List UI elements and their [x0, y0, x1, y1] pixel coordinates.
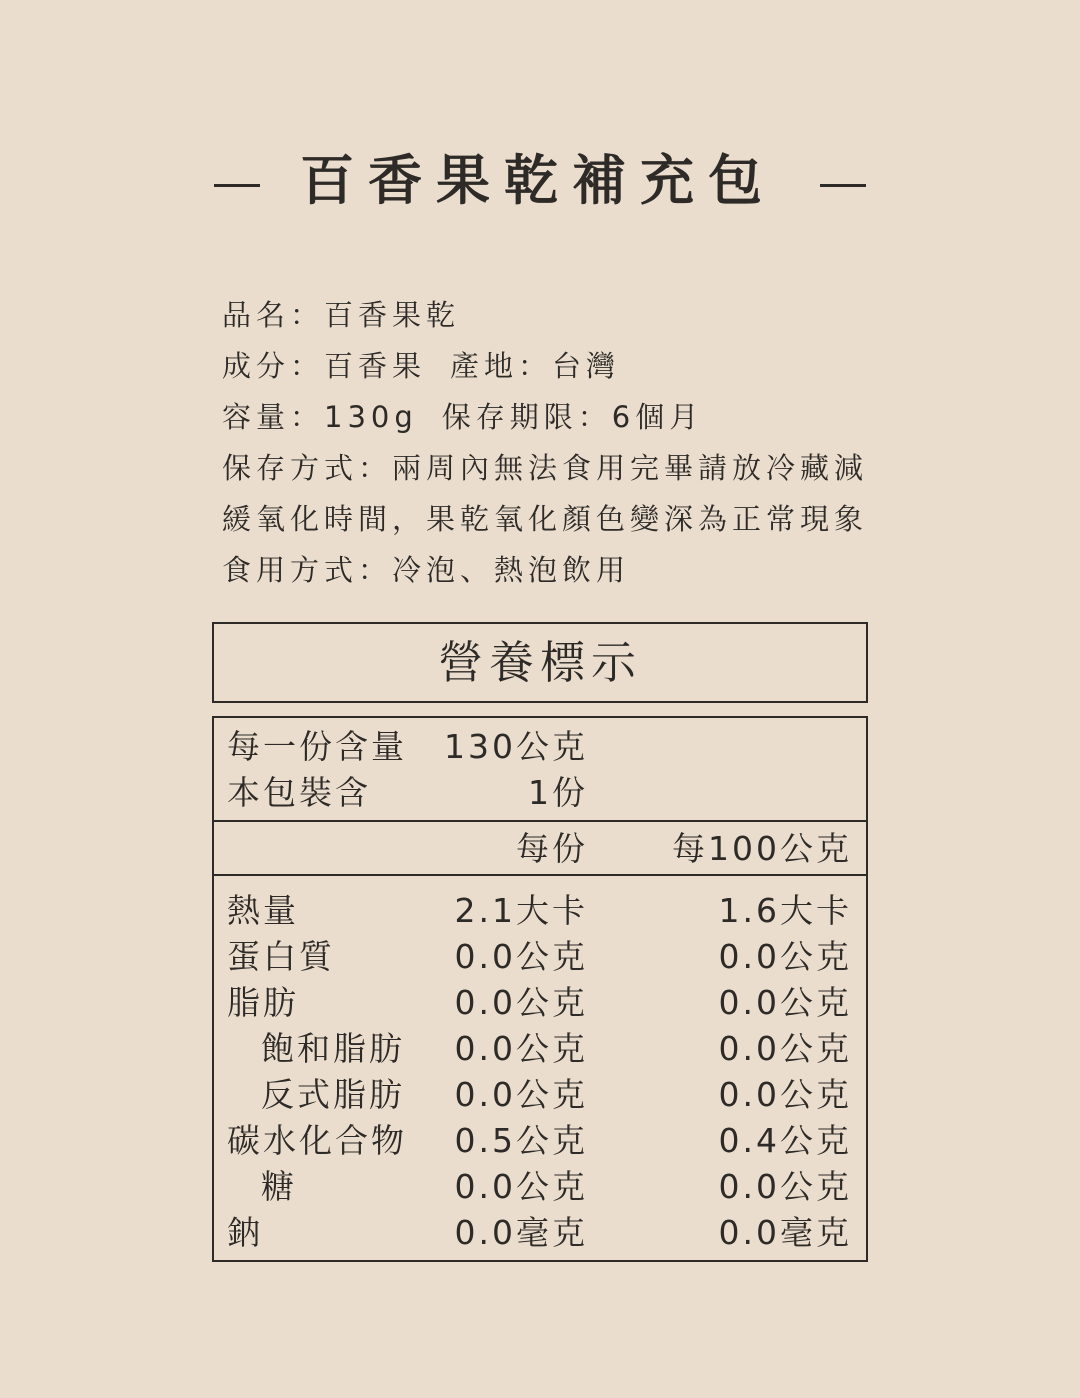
- nutrient-per-serving: 0.5公克: [454, 1121, 588, 1160]
- table-row: [214, 1118, 866, 1164]
- nutrient-per-100: 0.0毫克: [718, 1213, 852, 1252]
- nutrient-per-100: 0.0公克: [718, 983, 852, 1022]
- col-per-100: 每100公克: [672, 829, 852, 868]
- nutrient-name: 反式脂肪: [261, 1075, 405, 1114]
- serving-section: [214, 718, 866, 822]
- nutrient-name: 熱量: [227, 891, 299, 930]
- nutrient-per-serving: 0.0公克: [454, 1167, 588, 1206]
- nutrient-name: 糖: [261, 1167, 297, 1206]
- table-row: [214, 1072, 866, 1118]
- col-per-serving: 每份: [516, 829, 588, 868]
- nutrition-table: [212, 716, 868, 1262]
- serving-value: 130公克: [444, 727, 588, 766]
- table-row: [214, 934, 866, 980]
- nutrition-title: 營養標示: [212, 622, 868, 703]
- info-usage: 食用方式：冷泡、熱泡飲用: [222, 553, 631, 587]
- pack-label: 本包裝含: [227, 773, 371, 812]
- nutrient-per-100: 0.0公克: [718, 1029, 852, 1068]
- title-dash-left: [214, 184, 260, 187]
- nutrient-per-serving: 0.0公克: [454, 983, 588, 1022]
- title-row: [0, 148, 1080, 212]
- nutrient-per-100: 0.0公克: [718, 1167, 852, 1206]
- nutrient-per-100: 0.0公克: [718, 937, 852, 976]
- table-row: [214, 1026, 866, 1072]
- column-header: [214, 822, 866, 876]
- pack-value: 1份: [528, 773, 588, 812]
- nutrient-name: 蛋白質: [227, 937, 335, 976]
- info-storage: 保存方式：兩周內無法食用完畢請放冷藏減: [222, 451, 869, 485]
- table-row: [214, 1164, 866, 1210]
- nutrient-name: 碳水化合物: [227, 1121, 407, 1160]
- info-ingredients-origin: [222, 341, 872, 392]
- table-row: [214, 1210, 866, 1256]
- table-row: [214, 888, 866, 934]
- nutrient-name: 鈉: [227, 1213, 263, 1252]
- product-info: [222, 290, 872, 596]
- nutrient-rows: [214, 876, 866, 1256]
- info-ingredients: 成分：百香果: [222, 349, 427, 383]
- info-product-name: 品名：百香果乾: [222, 298, 461, 332]
- nutrient-per-100: 1.6大卡: [718, 891, 852, 930]
- nutrient-name: 脂肪: [227, 983, 299, 1022]
- nutrient-name: 飽和脂肪: [261, 1029, 405, 1068]
- table-row: [214, 980, 866, 1026]
- info-capacity-shelf: [222, 392, 872, 443]
- page-title: 百香果乾補充包: [300, 148, 776, 212]
- info-storage-cont: 緩氧化時間，果乾氧化顏色變深為正常現象: [222, 502, 869, 536]
- nutrient-per-serving: 0.0公克: [454, 1075, 588, 1114]
- nutrient-per-serving: 0.0毫克: [454, 1213, 588, 1252]
- nutrient-per-serving: 0.0公克: [454, 1029, 588, 1068]
- nutrient-per-serving: 2.1大卡: [454, 891, 588, 930]
- title-dash-right: [820, 184, 866, 187]
- serving-label: 每一份含量: [227, 727, 407, 766]
- nutrient-per-100: 0.4公克: [718, 1121, 852, 1160]
- info-capacity: 容量：130g: [222, 400, 418, 434]
- nutrient-per-serving: 0.0公克: [454, 937, 588, 976]
- info-origin: 產地：台灣: [450, 349, 621, 383]
- info-shelf-life: 保存期限：6個月: [441, 400, 704, 434]
- nutrient-per-100: 0.0公克: [718, 1075, 852, 1114]
